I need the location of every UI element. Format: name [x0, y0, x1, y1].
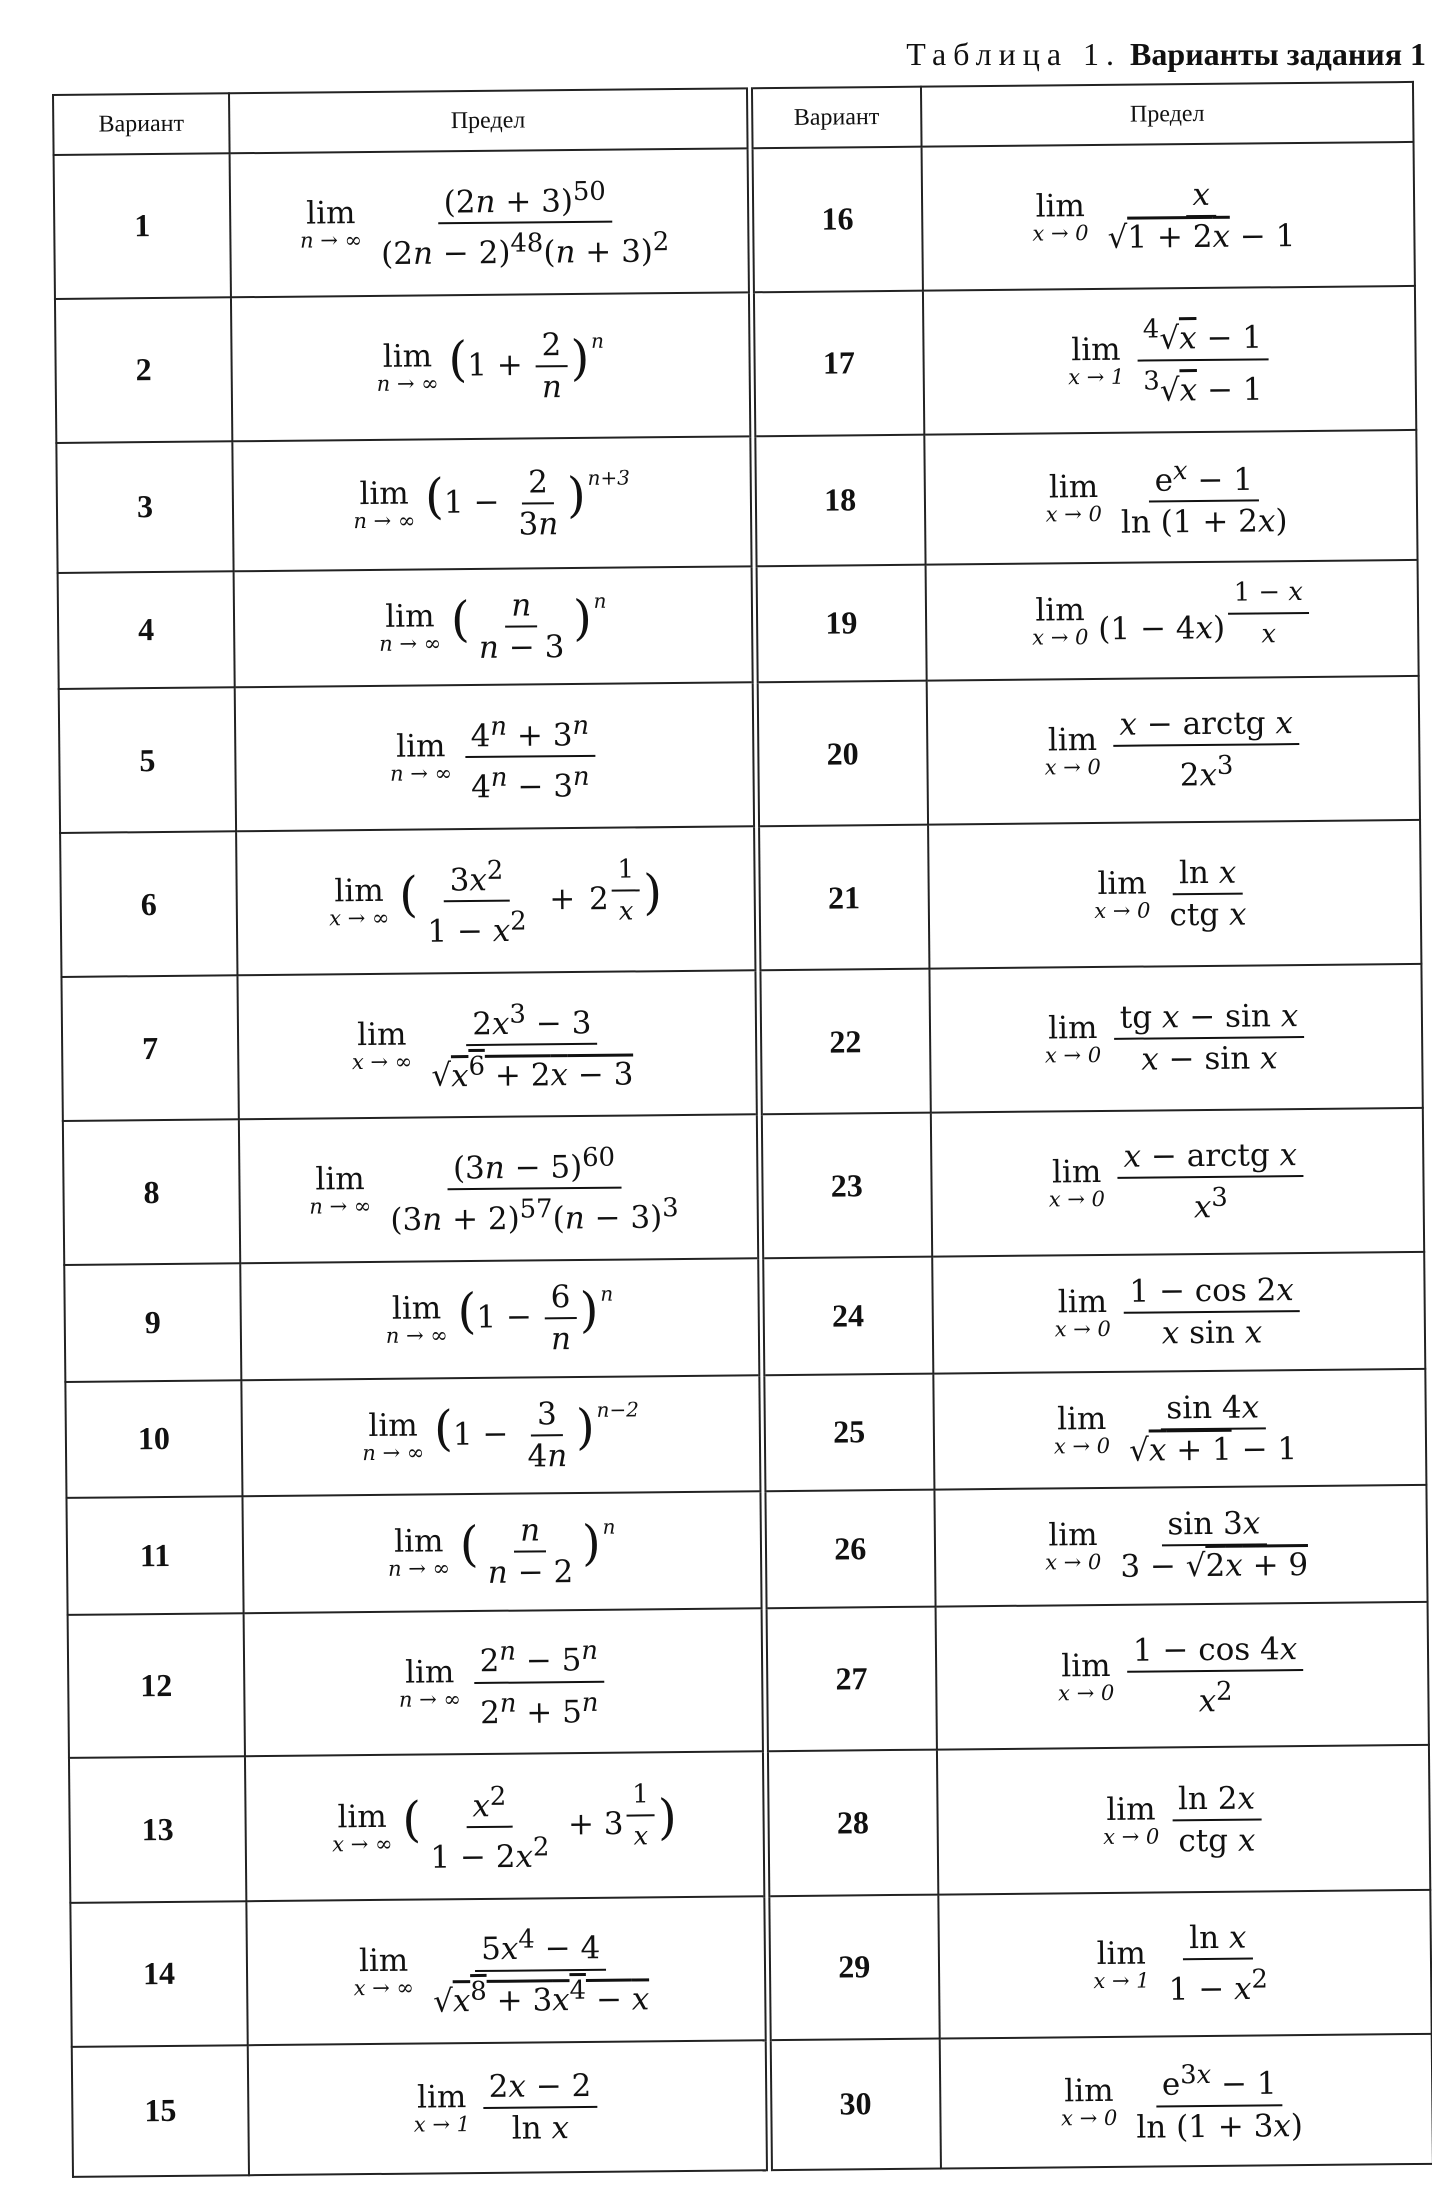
limit-cell — [929, 964, 1422, 1112]
lim-word: lim — [315, 1161, 365, 1198]
limit-expression — [1045, 452, 1297, 542]
lim-subscript: x → ∞ — [351, 1049, 413, 1075]
limit-body: ( $\frac{3x^2}{1 - x^2}$ + 2 $^{\frac{1}{x}}$ ) — [399, 851, 663, 951]
lim-subscript: n → ∞ — [376, 370, 439, 396]
caption-title: Варианты задания 1 — [1130, 36, 1426, 72]
variant-number: 18 — [752, 434, 925, 566]
lim-word: lim — [385, 598, 435, 635]
limit-body: $\frac{\text{ln x}}{1 - x^2}$ — [1168, 1919, 1269, 2008]
limit-cell — [239, 1114, 760, 1263]
limit-expression — [1094, 855, 1256, 935]
variant-number: 19 — [754, 564, 927, 682]
lim-word: lim — [306, 194, 356, 232]
lim-word: lim — [1106, 1791, 1156, 1828]
limit-cell — [246, 1896, 767, 2045]
limit-body: (1 − $\frac{2}{3n}$ )$^{n+3}$ — [424, 463, 631, 543]
limit-cell — [933, 1368, 1426, 1489]
lim-subscript: x → ∞ — [329, 906, 390, 931]
limit-cell — [940, 2034, 1432, 2169]
table-row — [55, 286, 1416, 443]
lim-word: lim — [359, 475, 409, 512]
variant-number: 13 — [69, 1757, 246, 1903]
limit-body: x − arctg x $2x^3$ — [1110, 705, 1302, 794]
lim-word: lim — [358, 1942, 409, 1979]
limit-body: $\frac{1 - \cos 2x}{\text{x sin x}}$ — [1120, 1272, 1303, 1352]
limit-body: $\frac{1 - \cos 4x}{x^2}$ — [1124, 1631, 1307, 1720]
variant-number: 24 — [760, 1257, 933, 1375]
table-row — [69, 1745, 1430, 1903]
lim-word: lim — [404, 1653, 455, 1691]
limit-body: ln 2x ctg x — [1169, 1780, 1265, 1859]
limit-body: $\frac{5x^4 - 4}{√x^8 + 3x^4 - x}$ — [423, 1921, 658, 2020]
lim-subscript: n → ∞ — [299, 227, 363, 253]
header-limit-left: Предел — [229, 88, 750, 153]
header-variant-right: Вариант — [749, 87, 922, 149]
limit-cell — [932, 1252, 1425, 1373]
variant-number: 23 — [759, 1113, 932, 1258]
lim-subscript: n → ∞ — [309, 1194, 372, 1219]
lim-word: lim — [1051, 1154, 1102, 1191]
limit-expression — [1068, 311, 1272, 410]
limit-cell — [241, 1375, 762, 1497]
variant-number: 12 — [68, 1613, 245, 1758]
limit-body: $\frac{e^{3x} - 1}{\ln (1 + 3x)}$ — [1127, 2056, 1312, 2145]
limit-body: ( $\frac{n}{n - 2}$ )$^n$ — [459, 1512, 616, 1592]
limit-expression — [351, 995, 642, 1094]
limit-cell — [936, 1602, 1429, 1750]
lim-word: lim — [382, 337, 433, 375]
variant-number: 6 — [60, 831, 237, 977]
limit-body: $\frac{2^n - 5^n}{2^n + 5^n}$ — [470, 1633, 607, 1731]
caption-prefix: Таблица 1. — [906, 36, 1122, 72]
lim-subscript: x → 0 — [1094, 898, 1151, 924]
lim-subscript: x → 0 — [1057, 1680, 1115, 1705]
lim-subscript: x → 0 — [1054, 1317, 1111, 1342]
limit-expression — [332, 1776, 678, 1876]
lim-subscript: n → ∞ — [379, 631, 442, 656]
variant-number: 28 — [765, 1750, 938, 1896]
lim-word: lim — [334, 873, 384, 910]
lim-word: lim — [1057, 1284, 1108, 1321]
limit-cell — [240, 1258, 761, 1380]
limit-body: ( $\frac{n}{n - 3}$ )$^n$ — [450, 587, 607, 666]
table-caption — [906, 36, 1426, 73]
lim-word: lim — [1097, 865, 1147, 903]
variant-number: 5 — [59, 688, 236, 833]
limit-body: $\frac{^4√x - 1}{^3√x - 1}$ — [1134, 311, 1272, 409]
limit-expression — [299, 173, 678, 273]
limit-cell — [922, 142, 1415, 290]
lim-word: lim — [1064, 2072, 1114, 2110]
lim-word: lim — [368, 1407, 418, 1444]
lim-word: lim — [394, 1523, 444, 1561]
lim-subscript: x → 0 — [1032, 625, 1089, 650]
table-row — [72, 2034, 1432, 2177]
limit-cell — [923, 286, 1416, 434]
limit-body: ( $\frac{x^2}{1 - 2x^2}$ + 3 $^{\frac{1}{x}}$ ) — [402, 1776, 677, 1876]
limit-expression — [376, 326, 604, 406]
limit-expression — [329, 851, 663, 951]
limit-cell — [234, 566, 755, 688]
lim-word: lim — [1048, 1517, 1098, 1554]
table-row — [63, 1108, 1424, 1265]
limit-expression — [398, 1633, 607, 1732]
limit-body: $\frac{2x - 2}{\text{ln x}}$ — [479, 2068, 600, 2147]
lim-word: lim — [1056, 1400, 1107, 1438]
lim-subscript: x → ∞ — [332, 1831, 393, 1857]
limit-cell — [927, 676, 1420, 824]
limit-expression — [1044, 998, 1307, 1079]
limit-cell — [928, 820, 1421, 969]
table-row — [68, 1602, 1429, 1759]
limit-expression — [362, 1395, 640, 1476]
lim-subscript: x → 0 — [1045, 1550, 1102, 1575]
limit-expression — [1103, 1780, 1265, 1860]
lim-word: lim — [1071, 331, 1121, 368]
limit-cell — [937, 1745, 1430, 1894]
limit-expression — [353, 1921, 658, 2021]
lim-word: lim — [1035, 592, 1085, 629]
limit-expression — [1048, 1137, 1306, 1227]
variant-number: 10 — [65, 1380, 242, 1498]
lim-subscript: n → ∞ — [387, 1556, 451, 1582]
table-row — [64, 1252, 1425, 1382]
lim-word: lim — [1035, 187, 1085, 225]
lim-word: lim — [1047, 1010, 1098, 1047]
table-row — [66, 1485, 1427, 1615]
limit-expression — [1032, 576, 1313, 661]
lim-subscript: x → 0 — [1103, 1824, 1160, 1849]
variant-number: 29 — [766, 1895, 939, 2040]
limit-expression — [1061, 2056, 1313, 2146]
limit-body: (1 + $\frac{2}{n}$ )$^n$ — [448, 326, 605, 405]
limit-body: $\frac{(2n + 3)^{50}}{(2n - 2)^{48}(n + 3)^2}$ — [371, 173, 678, 273]
limit-body: $\frac{2x^3 - 3}{√x^6 + 2x - 3}$ — [422, 995, 643, 1094]
lim-subscript: x → 0 — [1032, 220, 1089, 246]
limit-body: ln x ctg x — [1169, 854, 1247, 934]
table-row — [56, 429, 1417, 572]
variant-number: 26 — [762, 1490, 935, 1608]
limit-expression — [1053, 1389, 1306, 1469]
header-limit-right: Предел — [921, 82, 1414, 147]
lim-subscript: x → 1 — [1093, 1968, 1150, 1993]
lim-word: lim — [396, 728, 446, 765]
limit-expression — [413, 2068, 601, 2148]
lim-subscript: x → 0 — [1061, 2105, 1118, 2131]
limit-body: $\frac{e^x - 1}{\ln (1 + 2x)}$ — [1111, 452, 1296, 541]
table-row — [70, 1890, 1431, 2047]
variant-number: 7 — [61, 976, 238, 1121]
variant-number: 9 — [64, 1263, 241, 1381]
lim-subscript: x → 0 — [1053, 1433, 1111, 1459]
limit-cell — [244, 1608, 765, 1757]
lim-subscript: x → 0 — [1044, 755, 1101, 780]
limit-cell — [236, 826, 757, 975]
variant-number: 30 — [768, 2038, 941, 2170]
limit-expression — [1058, 1631, 1307, 1721]
lim-subscript: x → 0 — [1044, 1043, 1102, 1068]
limit-cell — [934, 1485, 1427, 1606]
limit-expression — [388, 1512, 616, 1592]
limit-body: (1 − $\frac{3}{4n}$ )$^{n-2}$ — [433, 1396, 639, 1475]
limit-cell — [237, 971, 758, 1120]
variants-table — [52, 81, 1432, 2178]
variant-number: 14 — [70, 1901, 247, 2046]
lim-word: lim — [1047, 722, 1098, 759]
variant-number: 16 — [750, 147, 923, 292]
lim-word: lim — [357, 1016, 407, 1054]
variant-number: 2 — [55, 297, 232, 442]
limit-cell — [248, 2040, 769, 2175]
limit-cell — [245, 1752, 766, 1901]
lim-subscript: x → 0 — [1045, 501, 1102, 527]
limit-expression — [1032, 176, 1305, 257]
variant-number: 21 — [756, 825, 929, 971]
limit-body: (1 − $\frac{6}{n}$ )$^n$ — [457, 1279, 614, 1358]
table-row — [60, 820, 1421, 978]
limit-expression — [353, 463, 631, 544]
limit-expression — [389, 708, 598, 807]
limit-cell — [926, 560, 1419, 681]
lim-subscript: x → 0 — [1048, 1187, 1106, 1212]
limit-cell — [924, 429, 1417, 564]
limit-body: $\frac{(3n - 5)^{60}}{(3n + 2)^{57}(n - 3)^3}$ — [381, 1139, 688, 1239]
table-row — [58, 560, 1419, 690]
lim-word: lim — [416, 2078, 467, 2116]
limit-expression — [379, 587, 607, 667]
limit-cell — [230, 148, 751, 297]
lim-word: lim — [1048, 468, 1099, 506]
table-row — [61, 964, 1422, 1121]
limit-expression — [385, 1279, 613, 1359]
limit-body: $\frac{\sin 3x}{3 - √2x + 9}$ — [1120, 1505, 1309, 1586]
limit-cell — [232, 436, 753, 571]
limit-body: $\frac{\sin 4x}{√x + 1 - 1}$ — [1128, 1389, 1298, 1469]
variant-number: 3 — [56, 441, 233, 573]
lim-word: lim — [1096, 1935, 1147, 1972]
lim-word: lim — [1061, 1647, 1111, 1684]
limit-cell — [931, 1108, 1424, 1256]
limit-body: x − arctg x $x^3$ — [1114, 1137, 1306, 1226]
limit-cell — [235, 683, 756, 832]
limit-cell — [242, 1491, 763, 1613]
variant-number: 27 — [764, 1606, 937, 1751]
lim-word: lim — [337, 1798, 387, 1836]
variant-number: 17 — [751, 290, 924, 435]
variant-number: 22 — [757, 969, 930, 1114]
lim-subscript: n → ∞ — [389, 761, 453, 786]
variant-number: 11 — [66, 1496, 243, 1614]
table-body — [54, 142, 1432, 2177]
limit-cell — [231, 292, 752, 441]
variant-number: 8 — [63, 1119, 240, 1264]
lim-subscript: x → 1 — [1068, 364, 1125, 389]
lim-subscript: x → ∞ — [353, 1975, 415, 2001]
limit-expression — [1093, 1919, 1277, 2008]
variant-number: 15 — [72, 2045, 249, 2177]
lim-word: lim — [391, 1290, 442, 1328]
lim-subscript: n → ∞ — [385, 1323, 448, 1349]
header-variant-left: Вариант — [53, 93, 230, 155]
limit-expression — [1054, 1272, 1303, 1352]
lim-subscript: n → ∞ — [362, 1440, 425, 1465]
lim-subscript: x → 1 — [413, 2111, 471, 2137]
table-row — [54, 142, 1415, 299]
lim-subscript: n → ∞ — [398, 1686, 462, 1712]
variant-number: 25 — [761, 1373, 934, 1491]
limit-expression — [309, 1139, 688, 1239]
limit-body: $\frac{\text{tg x − sin x}}{\text{x − sin x}}$ — [1111, 998, 1308, 1078]
limit-expression — [1045, 1505, 1318, 1586]
limit-expression — [1044, 705, 1302, 795]
limit-cell — [938, 1890, 1431, 2038]
variant-number: 4 — [58, 571, 235, 689]
limit-body: $\frac{4^n + 3^n}{4^n - 3^n}$ — [461, 708, 598, 806]
variant-number: 20 — [755, 681, 928, 826]
variant-number: 1 — [54, 153, 231, 298]
limit-body: $\frac{x}{√1 + 2x - 1}$ — [1107, 176, 1296, 256]
table-row — [65, 1368, 1426, 1498]
table-row — [59, 676, 1420, 833]
limit-body: (1 − 4x) $^{\frac{1 - x}{x}}$ — [1098, 580, 1313, 660]
lim-subscript: n → ∞ — [353, 508, 416, 533]
